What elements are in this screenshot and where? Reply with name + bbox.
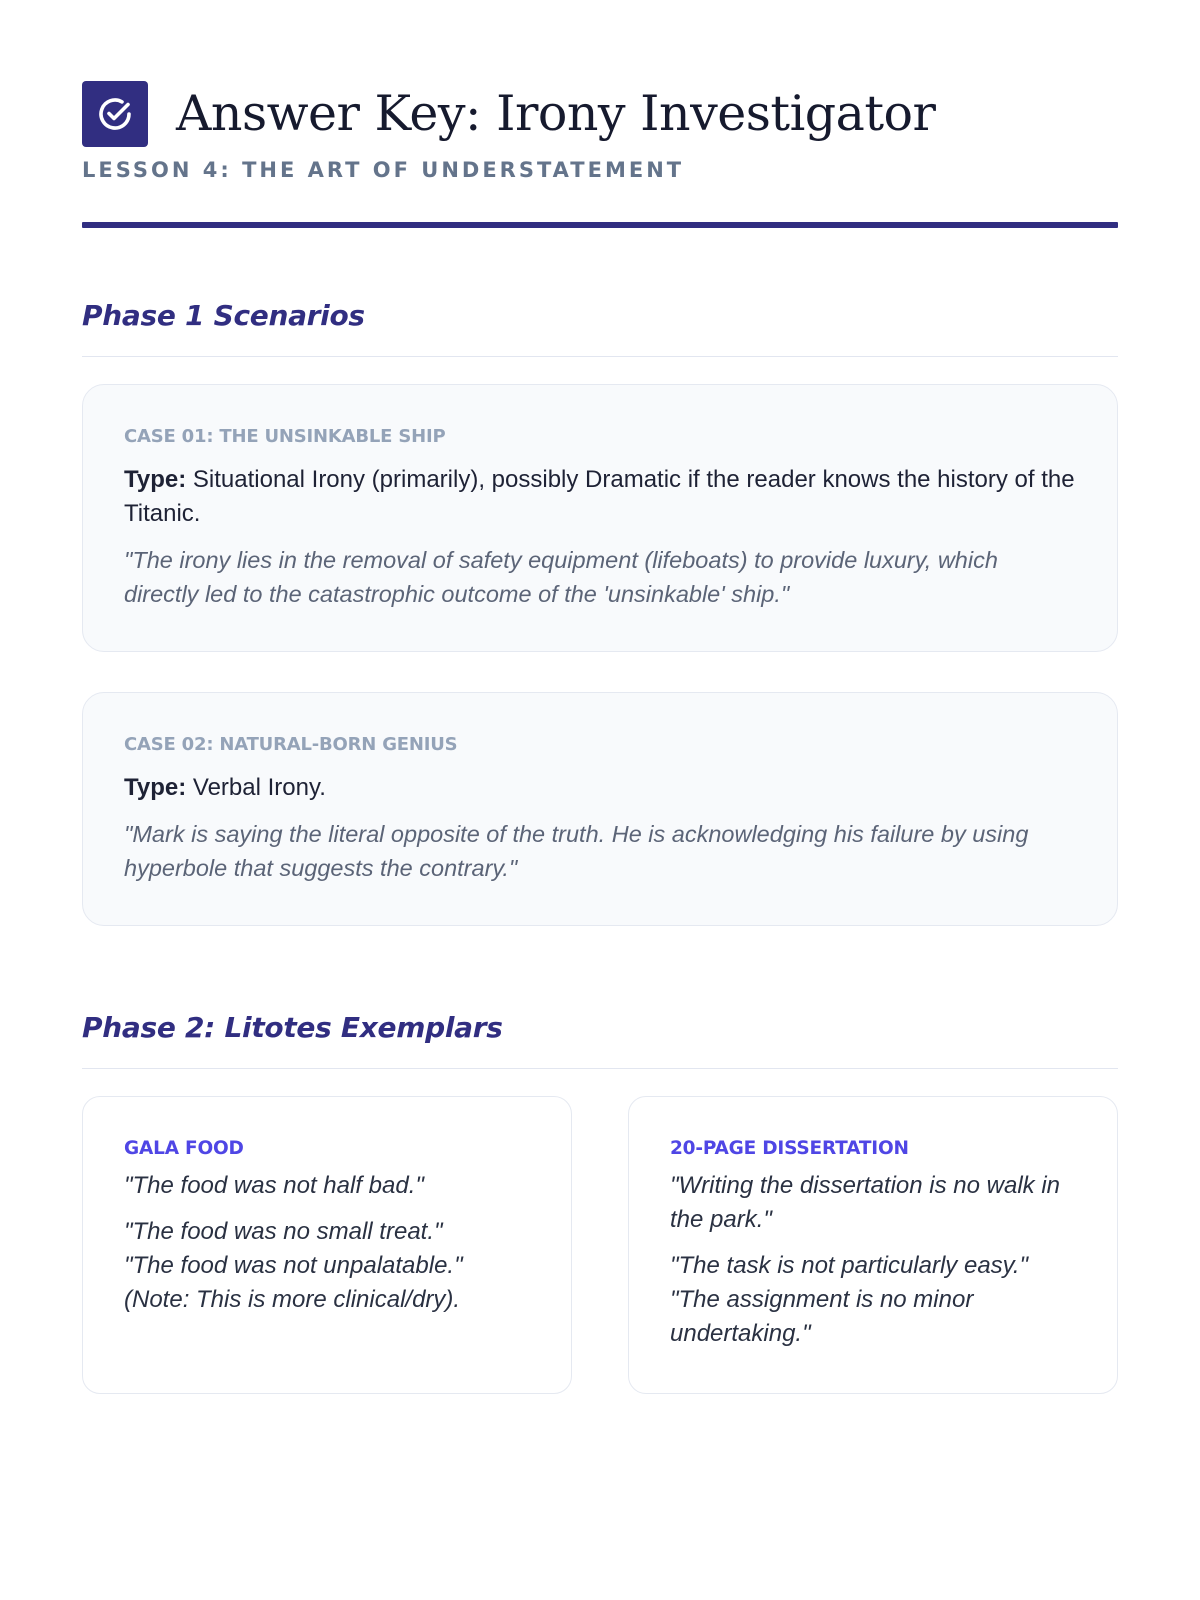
type-key: Type:	[124, 774, 187, 801]
type-key: Type:	[124, 466, 187, 493]
exemplar-alternatives	[670, 1249, 1077, 1351]
case-type	[124, 463, 1077, 531]
header-divider	[82, 222, 1118, 228]
exemplar-grid	[82, 1096, 1118, 1394]
case-explanation: "Mark is saying the literal opposite of the truth. He is acknowledging his failure by using hyperbole that suggests the contrary."	[124, 821, 1029, 881]
section-divider	[82, 1068, 1118, 1069]
exemplar-label: 20-PAGE DISSERTATION	[670, 1138, 909, 1159]
page-subtitle: LESSON 4: THE ART OF UNDERSTATEMENT	[82, 158, 685, 182]
exemplar-label: GALA FOOD	[124, 1138, 244, 1159]
exemplar-card	[628, 1096, 1118, 1394]
case-card	[82, 692, 1118, 926]
phase-2-section	[82, 1008, 1118, 1394]
section-heading: Phase 1 Scenarios	[82, 299, 365, 332]
case-label: CASE 01: THE UNSINKABLE SHIP	[124, 426, 446, 447]
logo-badge	[82, 81, 148, 147]
case-explanation: "The irony lies in the removal of safety equipment (lifeboats) to provide luxury, which directly led to the catastrophic outcome of the 'unsinkable' ship."	[124, 547, 998, 607]
exemplar-alternatives	[124, 1215, 531, 1317]
section-heading: Phase 2: Litotes Exemplars	[82, 1011, 503, 1044]
exemplar-alternative: "The food was no small treat."	[124, 1218, 443, 1245]
exemplar-note: (Note: This is more clinical/dry).	[124, 1286, 461, 1313]
section-divider	[82, 356, 1118, 357]
type-value: Verbal Irony.	[186, 774, 326, 801]
exemplar-alternative: "The assignment is no minor undertaking."	[670, 1286, 974, 1347]
case-card	[82, 384, 1118, 652]
exemplar-card	[82, 1096, 572, 1394]
page-title: Answer Key: Irony Investigator	[176, 85, 936, 142]
exemplar-primary: "The food was not half bad."	[124, 1172, 424, 1199]
case-type	[124, 771, 1077, 805]
exemplar-alternative: "The food was not unpalatable."	[124, 1252, 463, 1279]
phase-1-section	[82, 296, 1118, 926]
header	[82, 80, 1118, 148]
type-value: Situational Irony (primarily), possibly Dramatic if the reader knows the history of the Titanic.	[124, 466, 1075, 527]
exemplar-alternative: "The task is not particularly easy."	[670, 1252, 1029, 1279]
check-circle-icon	[96, 95, 134, 133]
case-label: CASE 02: NATURAL-BORN GENIUS	[124, 734, 458, 755]
exemplar-primary: "Writing the dissertation is no walk in the park."	[670, 1172, 1061, 1233]
